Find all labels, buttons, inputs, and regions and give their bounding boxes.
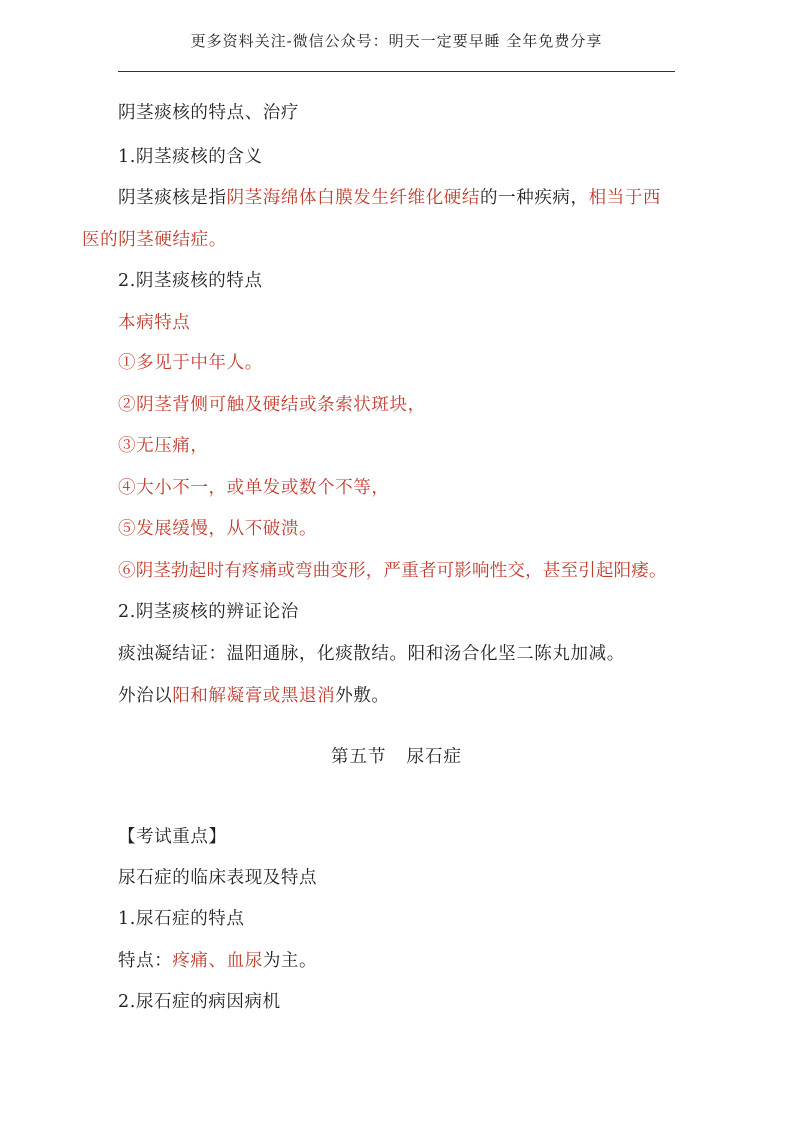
- definition-highlight: 阴茎海绵体白膜发生纤维化硬结: [226, 188, 481, 208]
- topic-title: 阴茎痰核的特点、治疗: [118, 103, 299, 123]
- external-treatment: [118, 685, 390, 707]
- features-text: 为主。: [262, 951, 318, 971]
- section-title: [0, 743, 793, 768]
- external-highlight: 阳和解凝膏或黑退消: [172, 686, 336, 706]
- definition-line-2: 医的阴茎硬结症。: [82, 230, 227, 250]
- definition-text: 阴茎痰核是指: [118, 188, 227, 208]
- definition-highlight: 相当于西: [588, 188, 662, 208]
- header-divider: [118, 71, 675, 72]
- feature-item: ④大小不一，或单发或数个不等，: [118, 478, 390, 498]
- section-name: 尿石症: [406, 747, 462, 767]
- feature-item: ⑤发展缓慢，从不破溃。: [118, 519, 318, 539]
- external-text: 外治以: [118, 686, 173, 706]
- feature-item: ③无压痛，: [118, 436, 209, 456]
- definition-line-1: [118, 187, 661, 209]
- features-highlight: 疼痛、血尿: [172, 951, 263, 971]
- feature-item: ①多见于中年人。: [118, 353, 263, 373]
- exam-focus-label: 【考试重点】: [118, 827, 227, 847]
- topic-subtitle: 尿石症的临床表现及特点: [118, 868, 318, 888]
- features-heading: 2.阴茎痰核的特点: [118, 271, 263, 291]
- treatment-text: 痰浊凝结证：温阳通脉，化痰散结。阳和汤合化坚二陈丸加减。: [118, 644, 625, 664]
- treatment-heading: 2.阴茎痰核的辨证论治: [118, 602, 299, 622]
- external-text: 外敷。: [335, 686, 390, 706]
- features-text: 特点：: [118, 951, 173, 971]
- feature-item: ②阴茎背侧可触及硬结或条索状斑块，: [118, 395, 426, 415]
- features-label: 本病特点: [118, 313, 191, 333]
- etiology-heading: 2.尿石症的病因病机: [118, 992, 281, 1012]
- meaning-heading: 1.阴茎痰核的含义: [118, 147, 263, 167]
- page-header: 更多资料关注-微信公众号：明天一定要早睡 全年免费分享: [190, 32, 603, 50]
- feature-item: ⑥阴茎勃起时有疼痛或弯曲变形，严重者可影响性交，甚至引起阳痿。: [118, 561, 667, 581]
- definition-text: 的一种疾病，: [480, 188, 589, 208]
- features-heading-2: 1.尿石症的特点: [118, 909, 245, 929]
- section-number: 第五节: [331, 747, 387, 767]
- features-line: [118, 950, 317, 972]
